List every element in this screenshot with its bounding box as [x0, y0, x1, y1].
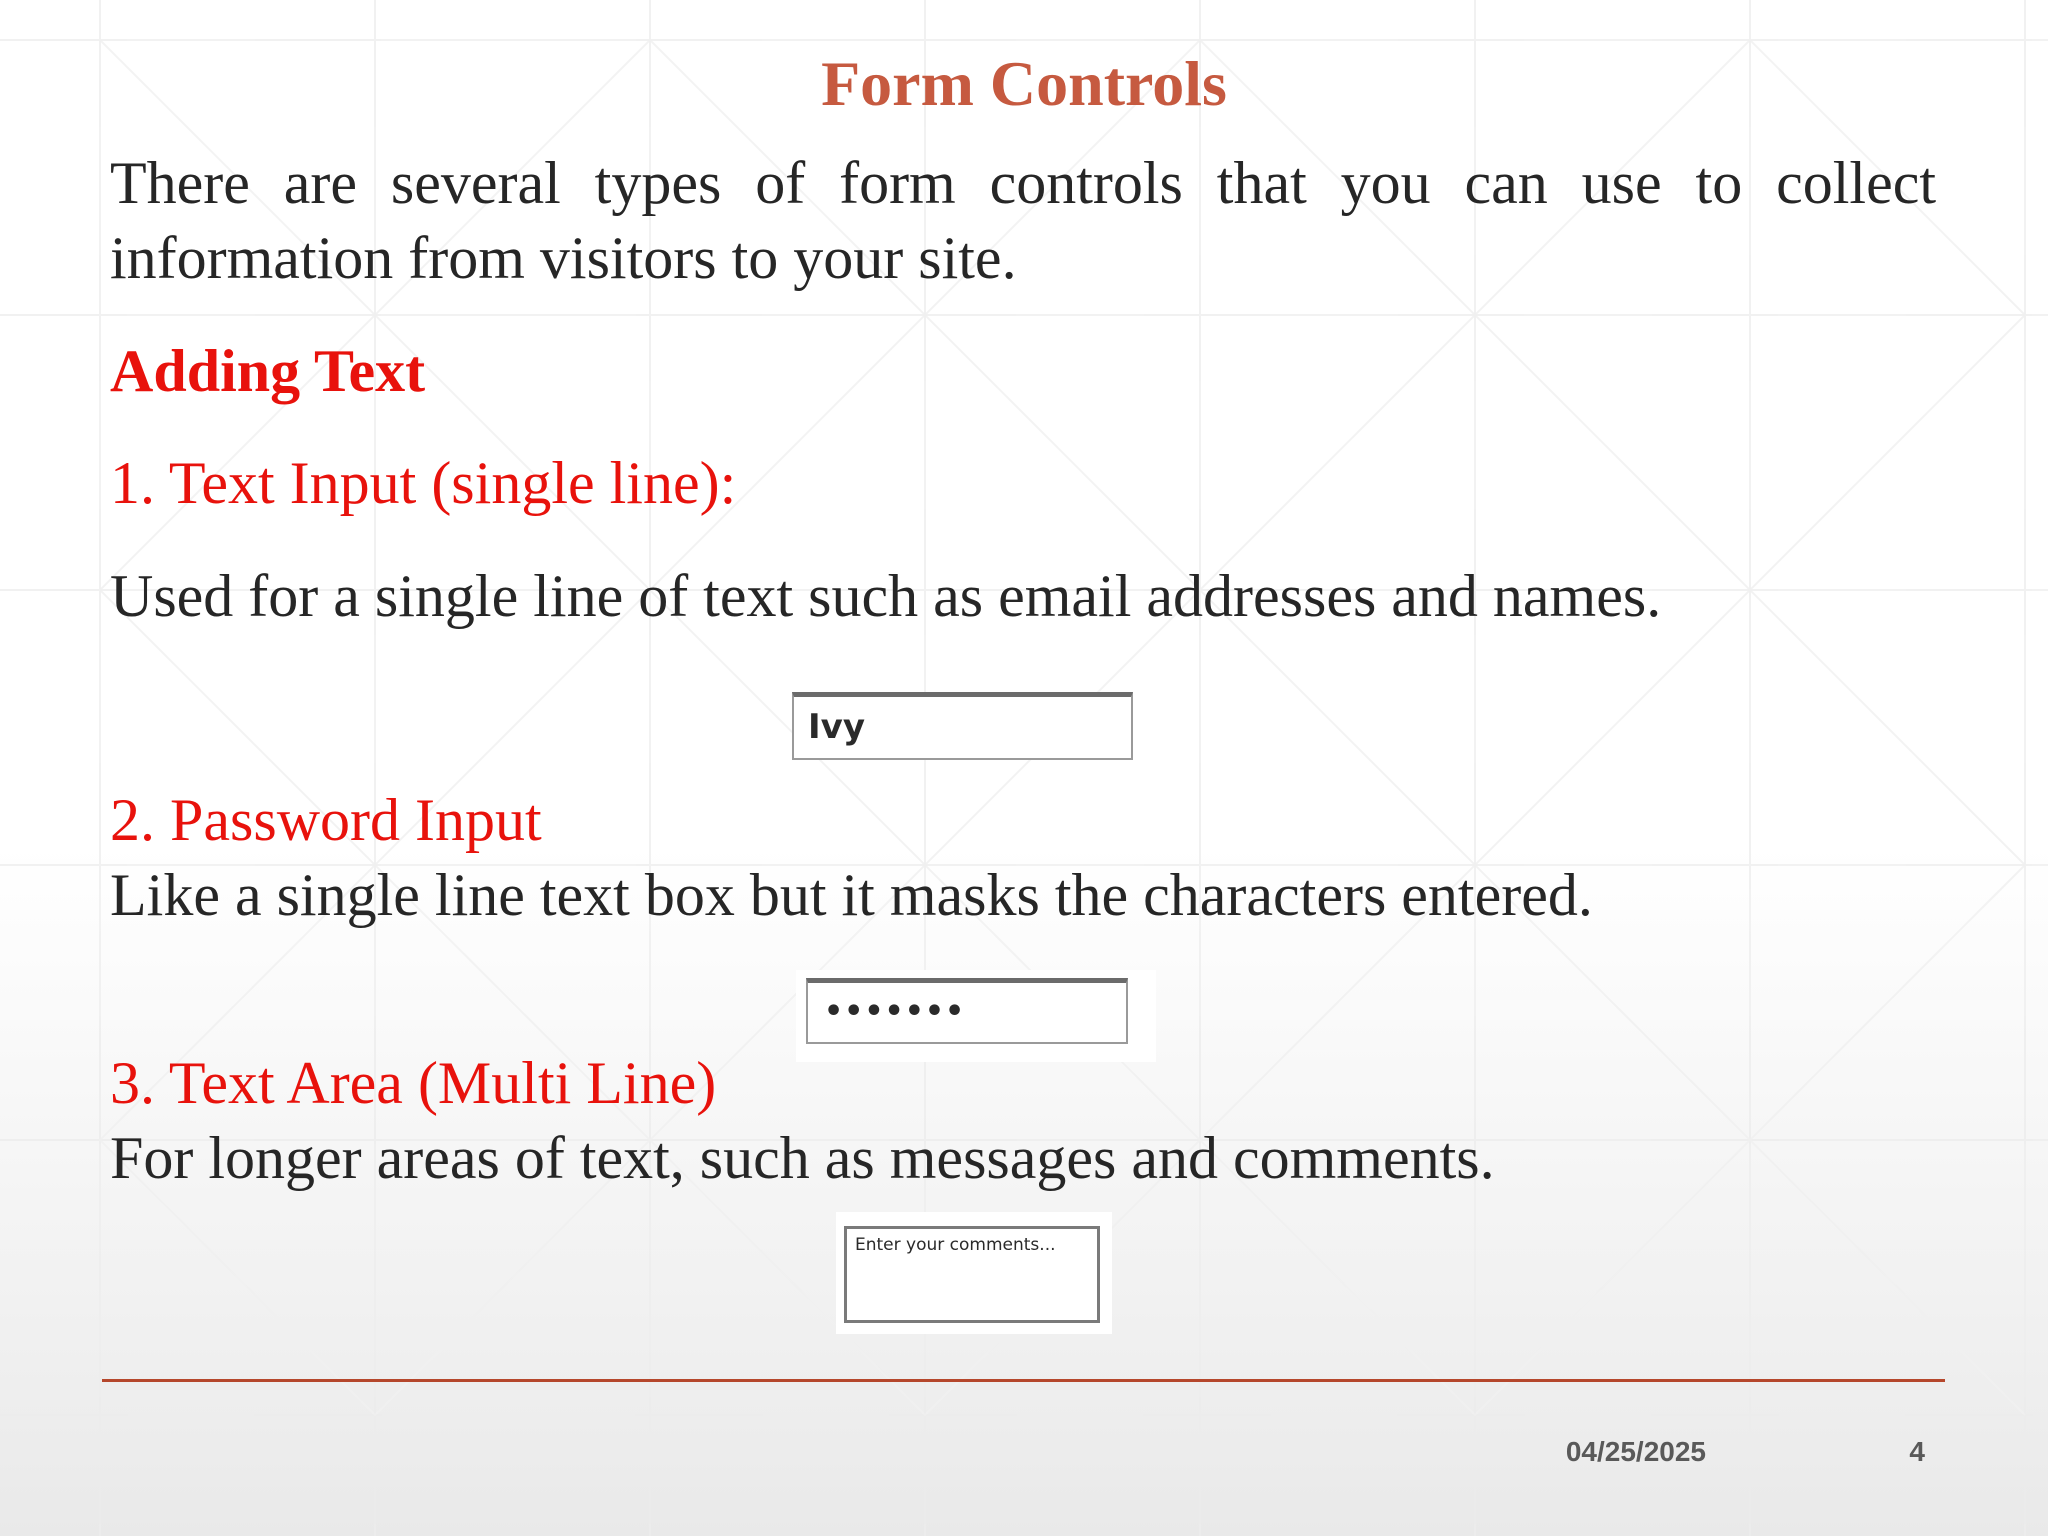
footer-date: 04/25/2025 [1565, 1436, 1706, 1467]
text-input-heading: 1. Text Input (single line): [110, 450, 737, 516]
text-input-example [792, 692, 1133, 760]
text-area-description: For longer areas of text, such as messages and comments. [110, 1125, 1495, 1191]
slide-title: Form Controls [821, 48, 1227, 119]
password-input-example-value: ••••••• [824, 994, 966, 1029]
password-input-example [806, 978, 1128, 1044]
intro-paragraph: There are several types of form controls that you can use to collect information from visitors to your site. [110, 150, 1936, 291]
section-heading: Adding Text [110, 338, 426, 404]
footer-divider [102, 1379, 1945, 1382]
text-input-example-value: Ivy [808, 707, 865, 747]
page-number: 4 [1909, 1436, 1925, 1467]
text-area-heading: 3. Text Area (Multi Line) [110, 1050, 717, 1116]
password-input-heading: 2. Password Input [110, 787, 542, 853]
text-area-example-value: Enter your comments... [855, 1235, 1056, 1255]
text-area-example [844, 1226, 1100, 1323]
text-input-description: Used for a single line of text such as email addresses and names. [110, 563, 1662, 629]
password-input-description: Like a single line text box but it masks the characters entered. [110, 862, 1593, 928]
